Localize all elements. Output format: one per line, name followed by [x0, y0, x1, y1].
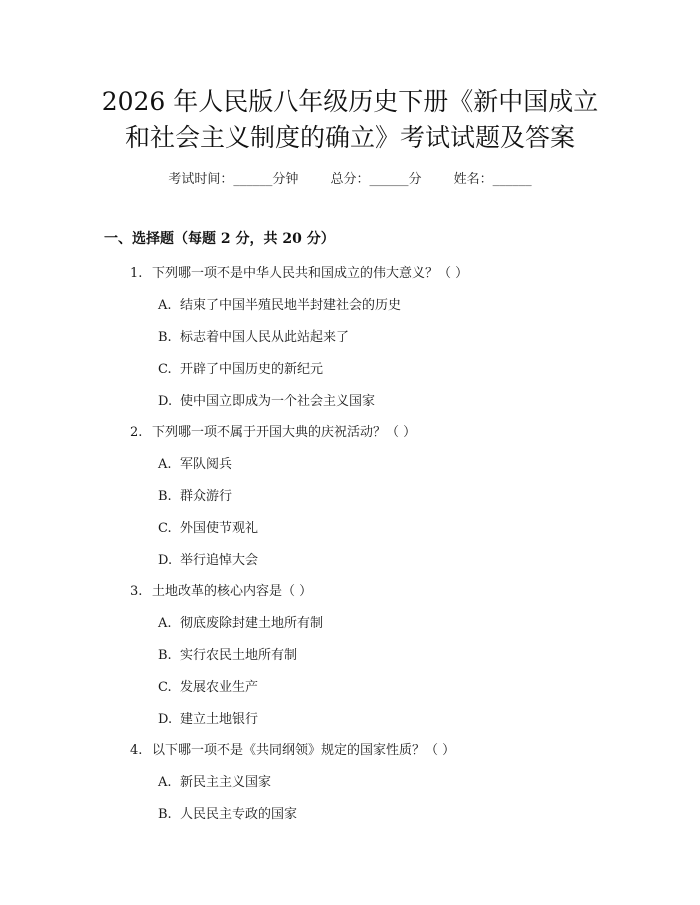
option-letter: D. — [158, 394, 173, 409]
exam-total-score: 总分：______分 — [330, 172, 422, 187]
option-text: 开辟了中国历史的新纪元 — [180, 362, 324, 377]
option-letter: A. — [158, 775, 172, 790]
option-text: 群众游行 — [180, 489, 233, 504]
section-heading: 一、选择题（每题 2 分，共 20 分） — [104, 231, 335, 247]
option-letter: C. — [158, 362, 172, 377]
question-2 — [130, 421, 416, 440]
document-title-line-2: 和社会主义制度的确立》考试试题及答案 — [124, 123, 575, 152]
option-letter: C. — [158, 521, 172, 536]
question-text: 下列哪一项不属于开国大典的庆祝活动？（ ） — [152, 425, 417, 440]
question-1-option-d — [158, 390, 375, 409]
question-4-option-a — [158, 771, 271, 790]
question-2-option-d — [158, 549, 258, 568]
question-number: 3. — [130, 584, 143, 599]
question-number: 1. — [130, 266, 143, 281]
option-text: 结束了中国半殖民地半封建社会的历史 — [180, 298, 402, 313]
question-text: 以下哪一项不是《共同纲领》规定的国家性质？（ ） — [152, 743, 456, 758]
option-text: 建立土地银行 — [180, 712, 259, 727]
question-4 — [130, 739, 455, 758]
option-letter: B. — [158, 489, 172, 504]
question-number: 4. — [130, 743, 143, 758]
option-letter: B. — [158, 330, 172, 345]
option-text: 发展农业生产 — [180, 680, 259, 695]
question-1-option-a — [158, 294, 401, 313]
option-text: 军队阅兵 — [180, 457, 233, 472]
option-letter: D. — [158, 712, 173, 727]
student-name: 姓名：______ — [453, 172, 532, 187]
option-letter: B. — [158, 648, 172, 663]
option-letter: A. — [158, 457, 172, 472]
exam-meta — [0, 168, 700, 187]
question-1-option-c — [158, 358, 323, 377]
option-text: 举行追悼大会 — [180, 553, 259, 568]
question-3-option-a — [158, 612, 323, 631]
option-letter: D. — [158, 553, 173, 568]
question-1 — [130, 262, 468, 281]
question-3-option-b — [158, 644, 297, 663]
option-text: 外国使节观礼 — [180, 521, 259, 536]
option-text: 使中国立即成为一个社会主义国家 — [180, 394, 376, 409]
question-3-option-c — [158, 676, 258, 695]
question-2-option-c — [158, 517, 258, 536]
option-text: 新民主主义国家 — [180, 775, 272, 790]
option-letter: C. — [158, 680, 172, 695]
question-1-option-b — [158, 326, 349, 345]
option-text: 实行农民土地所有制 — [180, 648, 298, 663]
option-letter: A. — [158, 616, 172, 631]
question-4-option-b — [158, 803, 297, 822]
option-text: 人民民主专政的国家 — [180, 807, 298, 822]
question-text: 下列哪一项不是中华人民共和国成立的伟大意义？（ ） — [152, 266, 469, 281]
question-2-option-a — [158, 453, 232, 472]
question-2-option-b — [158, 485, 232, 504]
option-text: 标志着中国人民从此站起来了 — [180, 330, 350, 345]
question-3-option-d — [158, 708, 258, 727]
exam-time: 考试时间：______分钟 — [168, 172, 299, 187]
option-letter: A. — [158, 298, 172, 313]
question-3 — [130, 580, 312, 599]
question-text: 土地改革的核心内容是（ ） — [152, 584, 313, 599]
question-number: 2. — [130, 425, 143, 440]
document-title-line-1: 2026 年人民版八年级历史下册《新中国成立 — [101, 87, 599, 116]
option-letter: B. — [158, 807, 172, 822]
option-text: 彻底废除封建土地所有制 — [180, 616, 324, 631]
